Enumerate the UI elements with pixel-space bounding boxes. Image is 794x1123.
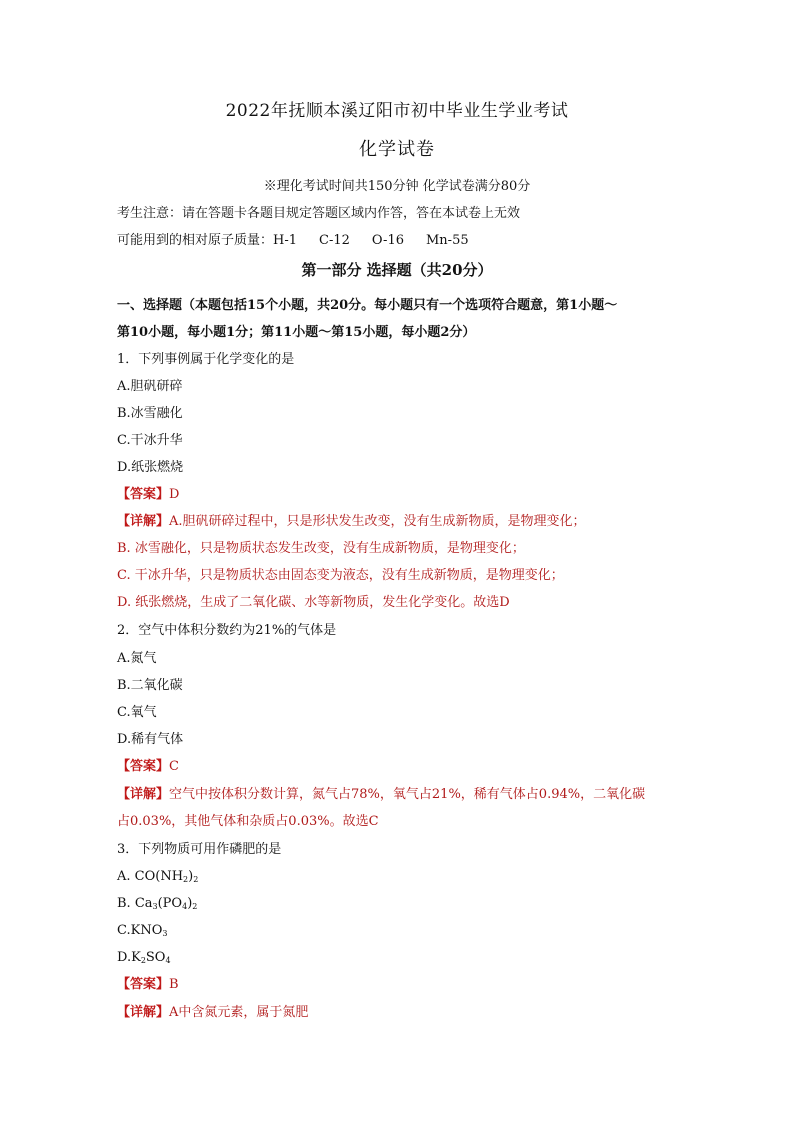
q3-analysis-a	[117, 1004, 697, 1022]
formula-text: (PO	[157, 896, 183, 911]
answer-label: 【答案】	[117, 977, 170, 992]
q2-stem: 2．空气中体积分数约为21%的气体是	[117, 623, 337, 638]
formula-text: )	[188, 869, 194, 884]
q1-answer-value: D	[169, 487, 180, 502]
formula-subscript: 2	[140, 956, 146, 965]
q1-analysis-d: D. 纸张燃烧，生成了二氧化碳、水等新物质，发生化学变化。故选D	[117, 595, 510, 610]
atomic-mass-c: C-12	[319, 233, 350, 248]
q2-analysis-text-1: 空气中按体积分数计算，氮气占78%，氧气占21%，稀有气体占0.94%，二氧化碳	[169, 787, 646, 802]
q1-analysis-c: C. 干冰升华，只是物质状态由固态变为液态，没有生成新物质，是物理变化；	[117, 568, 564, 583]
q1-stem: 1．下列事例属于化学变化的是	[117, 352, 295, 367]
formula-text: )	[187, 896, 193, 911]
q1-option-d: D.纸张燃烧	[117, 460, 184, 475]
formula-text: SO	[145, 950, 166, 965]
q3-option-b	[117, 895, 697, 913]
formula-text: A. CO(NH	[117, 869, 184, 884]
q2-option-b: B.二氧化碳	[117, 678, 183, 693]
q2-answer-value: C	[169, 759, 179, 774]
answer-label: 【答案】	[117, 759, 170, 774]
atomic-mass-o: O-16	[371, 233, 404, 248]
exam-subtitle: 化学试卷	[359, 139, 435, 160]
formula-subscript: 2	[183, 875, 189, 884]
formula-subscript: 3	[162, 929, 168, 938]
part-heading: 第一部分 选择题（共20分）	[301, 261, 493, 279]
q3-analysis-text-a: A中含氮元素，属于氮肥	[169, 1005, 309, 1020]
formula-text: C.KNO	[117, 923, 163, 938]
atomic-mass-mn: Mn-55	[426, 233, 469, 248]
q1-answer	[117, 486, 697, 504]
q1-option-b: B.冰雪融化	[117, 406, 183, 421]
q1-analysis-b: B. 冰雪融化，只是物质状态发生改变，没有生成新物质，是物理变化；	[117, 541, 525, 556]
q1-option-a: A.胆矾研碎	[117, 379, 183, 394]
notice: 考生注意：请在答题卡各题目规定答题区域内作答，答在本试卷上无效	[117, 206, 521, 221]
time-note: ※理化考试时间共150分钟 化学试卷满分80分	[263, 179, 531, 194]
q2-option-c: C.氧气	[117, 705, 157, 720]
exam-title: 2022年抚顺本溪辽阳市初中毕业生学业考试	[225, 101, 569, 121]
analysis-label: 【详解】	[117, 1005, 170, 1020]
q3-stem: 3．下列物质可用作磷肥的是	[117, 842, 282, 857]
analysis-label: 【详解】	[117, 787, 170, 802]
q2-answer	[117, 758, 697, 776]
formula-text: B. Ca	[117, 896, 153, 911]
q3-option-c	[117, 922, 697, 940]
q1-analysis-a	[117, 513, 697, 531]
atomic-masses-label: 可能用到的相对原子质量：	[117, 233, 274, 248]
section-instructions-1: 一、选择题（本题包括15个小题，共20分。每小题只有一个选项符合题意，第1小题～	[117, 298, 618, 313]
q3-option-d	[117, 949, 697, 967]
q3-answer	[117, 976, 697, 994]
answer-label: 【答案】	[117, 487, 170, 502]
q1-analysis-text-a: A.胆矾研碎过程中，只是形状发生改变，没有生成新物质，是物理变化；	[169, 514, 586, 529]
formula-subscript: 2	[192, 902, 198, 911]
q2-analysis-2: 占0.03%，其他气体和杂质占0.03%。故选C	[117, 814, 379, 829]
atomic-masses	[117, 232, 697, 250]
q3-option-a	[117, 868, 697, 886]
formula-subscript: 4	[165, 956, 171, 965]
q2-option-a: A.氮气	[117, 651, 157, 666]
formula-subscript: 3	[152, 902, 158, 911]
q2-analysis-1	[117, 786, 697, 804]
q2-option-d: D.稀有气体	[117, 732, 184, 747]
formula-subscript: 2	[193, 875, 199, 884]
formula-subscript: 4	[182, 902, 188, 911]
formula-text: D.K	[117, 950, 141, 965]
analysis-label: 【详解】	[117, 514, 170, 529]
q3-answer-value: B	[169, 977, 179, 992]
q1-option-c: C.干冰升华	[117, 433, 183, 448]
section-instructions-2: 第10小题，每小题1分；第11小题～第15小题，每小题2分）	[117, 325, 476, 340]
atomic-mass-h: H-1	[273, 233, 298, 248]
